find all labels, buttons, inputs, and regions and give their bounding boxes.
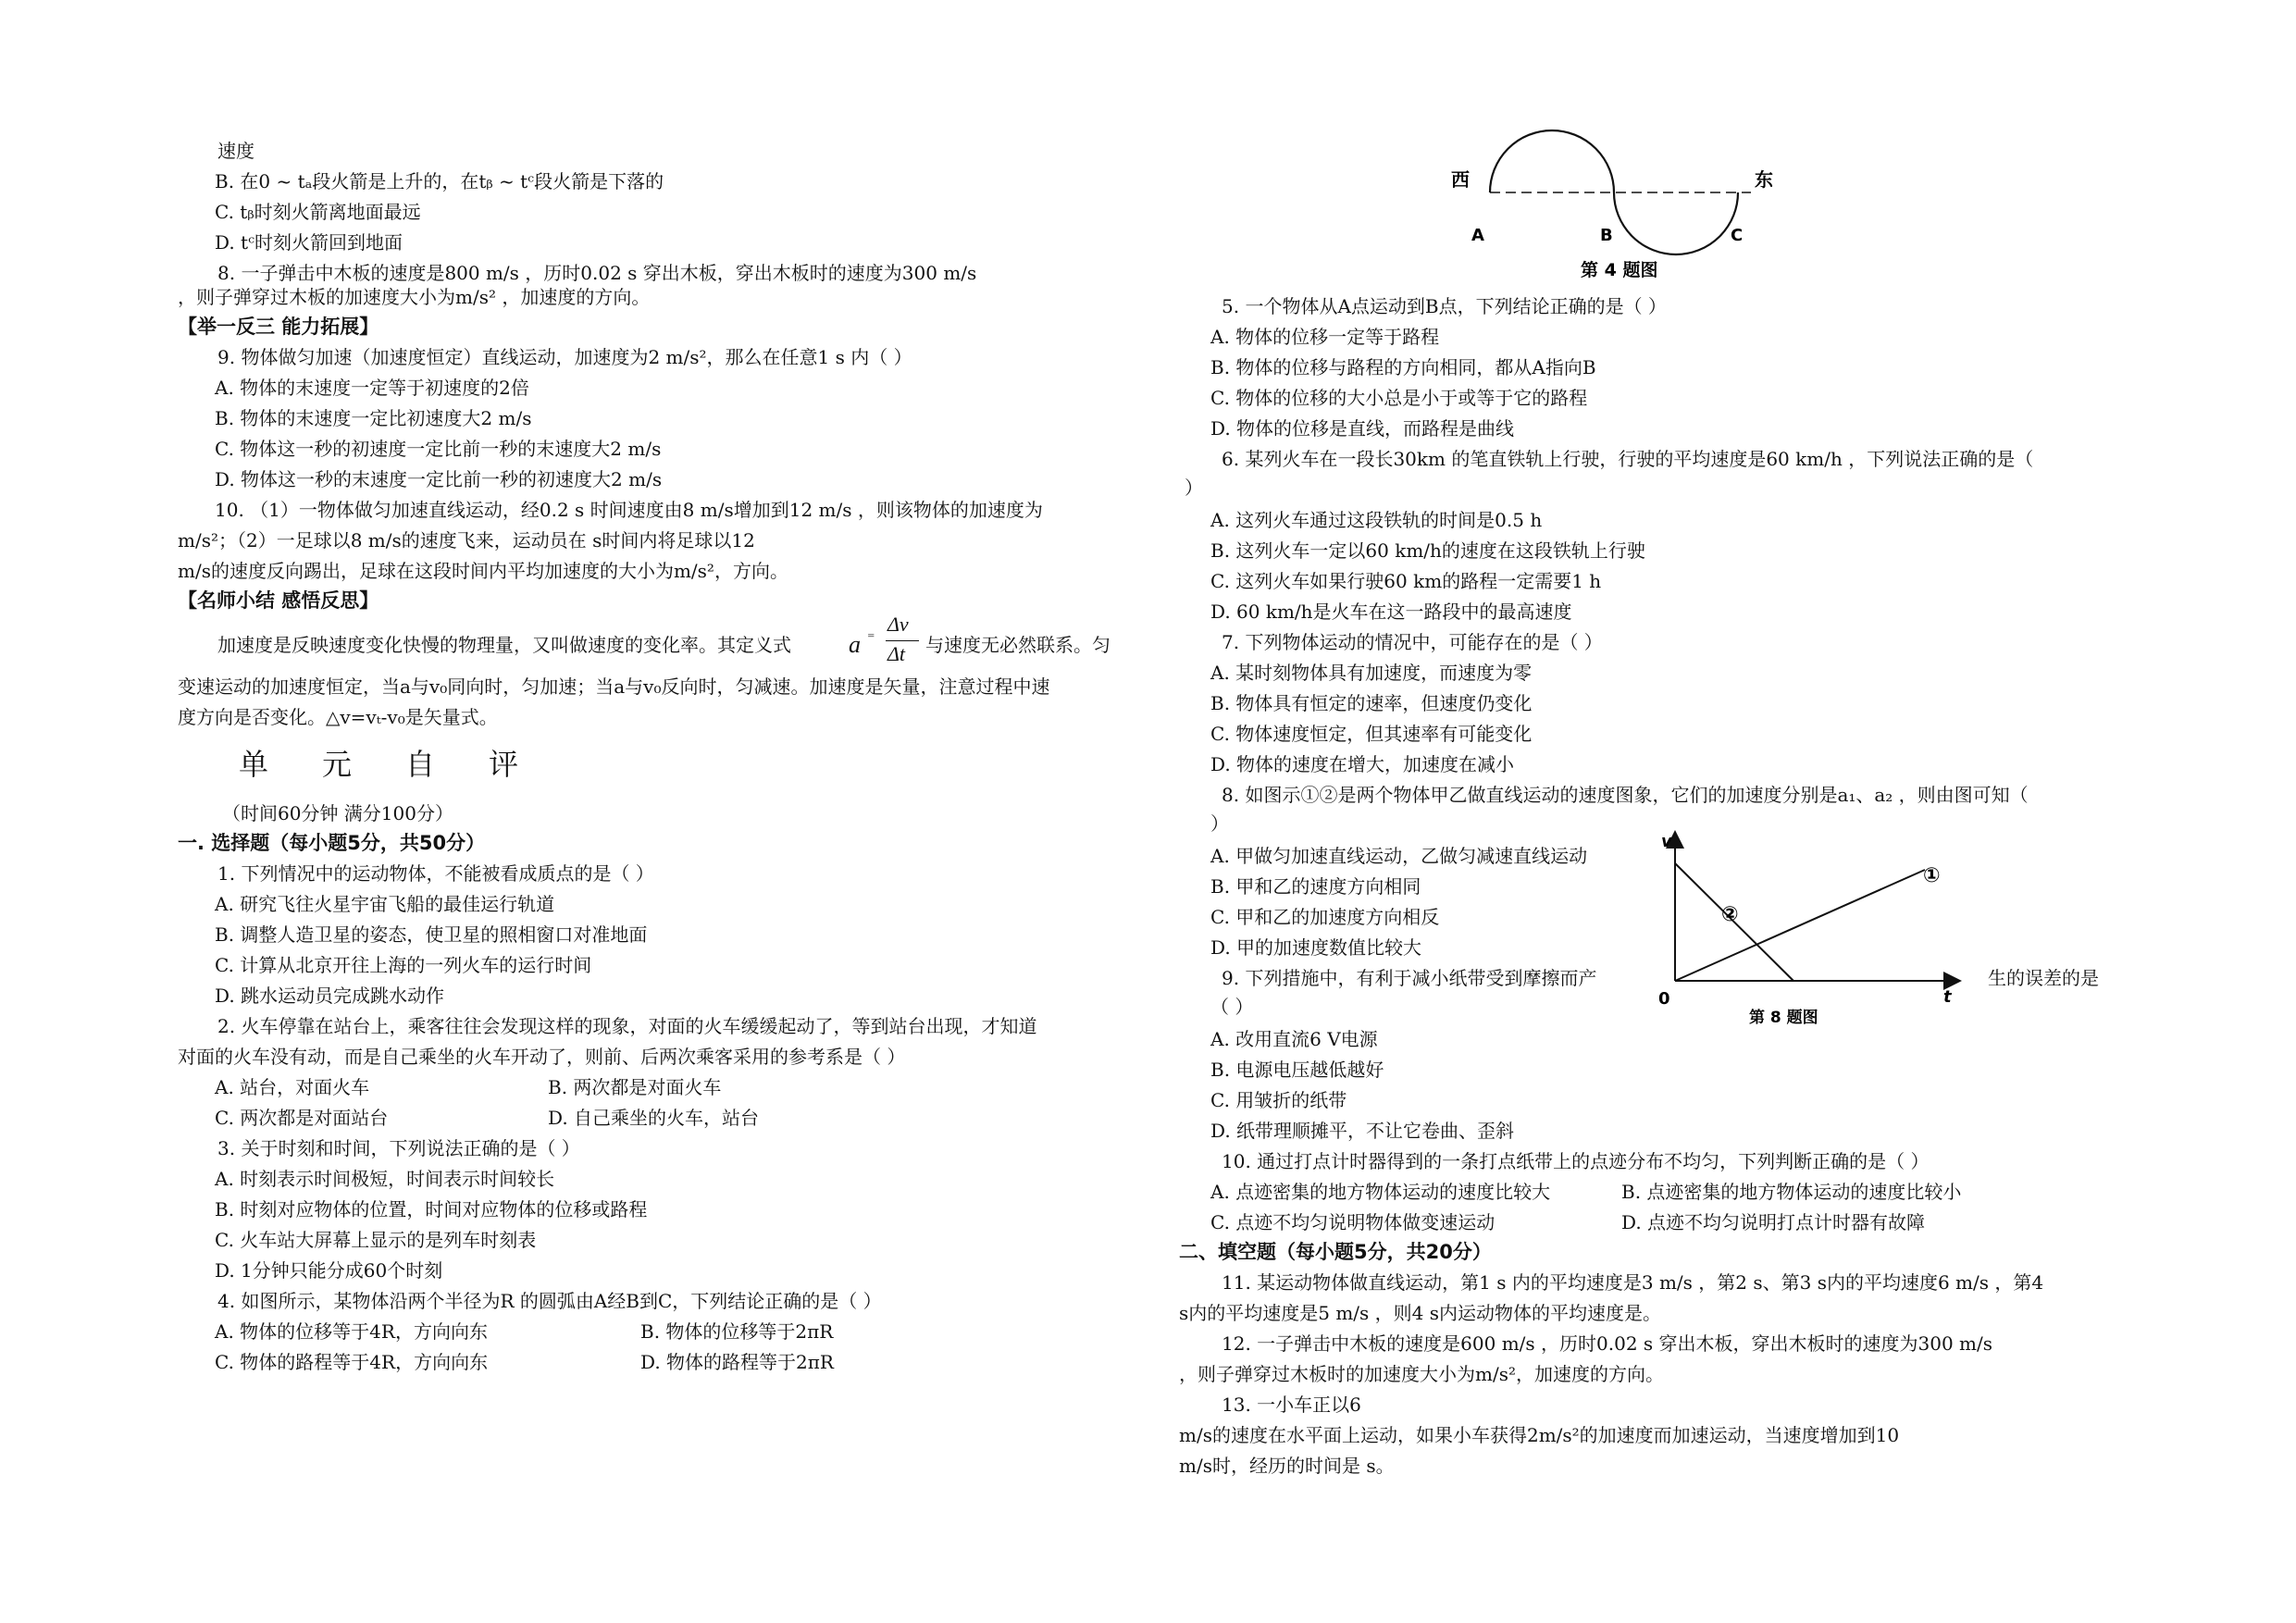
option-d: D. 物体的速度在增大，加速度在减小 — [1210, 753, 1515, 775]
option-b: B. 物体具有恒定的速率，但速度仍变化 — [1210, 692, 1533, 714]
option-d: D. 自己乘坐的火车，站台 — [548, 1107, 760, 1129]
option-b: B. 两次都是对面火车 — [548, 1076, 722, 1098]
option-b: B. 电源电压越低越好 — [1210, 1059, 1384, 1081]
line-1 — [1675, 870, 1925, 981]
figure-4-diagram — [1434, 125, 1795, 291]
question-9-paren: （ ） — [1210, 996, 1254, 1018]
option-a: A. 物体的位移等于4R，方向向东 — [215, 1320, 488, 1343]
option-b: B. 甲和乙的速度方向相同 — [1210, 875, 1421, 898]
question-4: 4. 如图所示，某物体沿两个半径为R 的圆弧由A经B到C，下列结论正确的是（ ） — [217, 1290, 882, 1312]
question-8: 8. 如图示①②是两个物体甲乙做直线运动的速度图象，它们的加速度分别是a₁、a₂ ，则由图可知（ — [1222, 784, 2029, 806]
option-c: C. 火车站大屏幕上显示的是列车时刻表 — [215, 1229, 537, 1251]
option-a: A. 站台，对面火车 — [215, 1076, 370, 1098]
acceleration-formula — [849, 613, 923, 668]
label-b: B — [1600, 226, 1613, 245]
label-c: C — [1731, 226, 1744, 245]
summary-line: 加速度是反映速度变化快慢的物理量，又叫做速度的变化率。其定义式 — [217, 634, 791, 656]
option-c: C. 物体这一秒的初速度一定比前一秒的末速度大2 m/s — [215, 438, 662, 460]
summary-line: 度方向是否变化。△v=vₜ-v₀是矢量式。 — [178, 706, 498, 728]
option-b: B. 物体的末速度一定比初速度大2 m/s — [215, 407, 532, 429]
question-8-cont: ，则子弹穿过木板的加速度大小为m/s² ，加速度的方向。 — [178, 286, 651, 308]
question-10: 10. （1）一物体做匀加速直线运动，经0.2 s 时间速度由8 m/s增加到12 m/s ，则该物体的加速度为 — [215, 499, 1043, 521]
question-10: 10. 通过打点计时器得到的一条打点纸带上的点迹分布不均匀，下列判断正确的是（ ） — [1222, 1150, 1930, 1172]
figure-4-caption: 第 4 题图 — [1581, 260, 1658, 280]
option-a: A. 物体的末速度一定等于初速度的2倍 — [215, 377, 529, 399]
option-a: A. 研究飞往火星宇宙飞船的最佳运行轨道 — [215, 893, 555, 915]
option-b: B. 时刻对应物体的位置，时间对应物体的位移或路程 — [215, 1198, 648, 1220]
question-12-cont: ，则子弹穿过木板时的加速度大小为m/s²，加速度的方向。 — [1179, 1363, 1664, 1385]
option-d: D. 甲的加速度数值比较大 — [1210, 936, 1422, 959]
question-10-cont: m/s的速度反向踢出，足球在这段时间内平均加速度的大小为m/s²，方向。 — [178, 560, 788, 582]
question-2: 2. 火车停靠在站台上，乘客往往会发现这样的现象，对面的火车缓缓起动了，等到站台出现，才知道 — [217, 1015, 1037, 1037]
question-8-paren: ） — [1210, 812, 1229, 835]
question-11-cont: s内的平均速度是5 m/s ，则4 s内运动物体的平均速度是。 — [1179, 1302, 1662, 1324]
series-1-label: ① — [1923, 864, 1941, 887]
formula-denominator: Δt — [887, 642, 906, 665]
option-d: D. 点迹不均匀说明打点计时器有故障 — [1621, 1211, 1926, 1233]
figure-8-caption: 第 8 题图 — [1749, 1009, 1818, 1027]
label-east: 东 — [1755, 168, 1773, 191]
option-d: D. 物体这一秒的末速度一定比前一秒的初速度大2 m/s — [215, 468, 663, 490]
lower-arc — [1614, 192, 1738, 254]
summary-line: 变速运动的加速度恒定，当a与v₀同向时，匀加速；当a与v₀反向时，匀减速。加速度是矢量，注意过程中速 — [178, 675, 1050, 698]
option-d: D. 物体的位移是直线，而路程是曲线 — [1210, 417, 1515, 440]
formula-numerator: Δv — [887, 613, 909, 636]
question-7: 7. 下列物体运动的情况中，可能存在的是（ ） — [1222, 631, 1603, 653]
question-6-paren: ） — [1185, 477, 1203, 499]
formula-a: a — [849, 631, 861, 658]
origin-label: 0 — [1658, 989, 1670, 1009]
section-heading: 二、填空题（每小题5分，共20分） — [1179, 1241, 1492, 1263]
question-8: 8. 一子弹击中木板的速度是800 m/s ，历时0.02 s 穿出木板，穿出木板时的速度为300 m/s — [217, 262, 977, 284]
figure-8-graph — [1657, 828, 1962, 1027]
question-6: 6. 某列火车在一段长30km 的笔直铁轨上行驶，行驶的平均速度是60 km/h ，下列说法正确的是（ — [1222, 448, 2034, 470]
option-a: A. 某时刻物体具有加速度，而速度为零 — [1210, 662, 1533, 684]
option-b: B. 点迹密集的地方物体运动的速度比较小 — [1621, 1181, 1962, 1203]
section-heading: 一. 选择题（每小题5分，共50分） — [178, 832, 486, 854]
upper-arc — [1490, 130, 1614, 192]
series-2-label: ② — [1721, 903, 1739, 926]
option-c: C. 两次都是对面站台 — [215, 1107, 389, 1129]
option-a: A. 物体的位移一定等于路程 — [1210, 326, 1440, 348]
option-a: A. 改用直流6 V电源 — [1210, 1028, 1378, 1050]
v-label: v — [1661, 832, 1672, 851]
option-b: B. 物体的位移等于2πR — [640, 1320, 834, 1343]
question-9: 9. 物体做匀加速（加速度恒定）直线运动，加速度为2 m/s²，那么在任意1 s 内（ ） — [217, 346, 912, 368]
section-heading: 【举一反三 能力拓展】 — [178, 316, 379, 338]
option-a: A. 点迹密集的地方物体运动的速度比较大 — [1210, 1181, 1551, 1203]
option-c: C. 这列火车如果行驶60 km的路程一定需要1 h — [1210, 570, 1602, 592]
question-2-cont: 对面的火车没有动，而是自己乘坐的火车开动了，则前、后两次乘客采用的参考系是（ ） — [178, 1046, 906, 1068]
option-c: C. 计算从北京开往上海的一列火车的运行时间 — [215, 954, 592, 976]
option-d: D. 1分钟只能分成60个时刻 — [215, 1259, 443, 1282]
question-9: 9. 下列措施中，有利于减小纸带受到摩擦而产 — [1222, 967, 1597, 989]
option-c: C. 用皱折的纸带 — [1210, 1089, 1347, 1111]
section-heading: 【名师小结 感悟反思】 — [178, 589, 379, 612]
text-line: 速度 — [217, 140, 254, 162]
option-c: C. 点迹不均匀说明物体做变速运动 — [1210, 1211, 1496, 1233]
question-10-cont: m/s²；（2）一足球以8 m/s的速度飞来，运动员在 s时间内将足球以12 — [178, 529, 755, 551]
time-note: （时间60分钟 满分100分） — [222, 802, 453, 824]
label-west: 西 — [1451, 168, 1470, 191]
label-a: A — [1471, 226, 1484, 245]
unit-title: 单元自评 — [239, 747, 573, 782]
question-9-tail: 生的误差的是 — [1988, 967, 2099, 989]
option-c: C. 甲和乙的加速度方向相反 — [1210, 906, 1440, 928]
question-3: 3. 关于时刻和时间，下列说法正确的是（ ） — [217, 1137, 580, 1159]
option-a: A. 甲做匀加速直线运动，乙做匀减速直线运动 — [1210, 845, 1588, 867]
option-d: D. 纸带理顺摊平，不让它卷曲、歪斜 — [1210, 1120, 1515, 1142]
option-b: B. 这列火车一定以60 km/h的速度在这段铁轨上行驶 — [1210, 539, 1645, 562]
option-d: D. 60 km/h是火车在这一路段中的最高速度 — [1210, 601, 1572, 623]
option-c: C. 物体速度恒定，但其速率有可能变化 — [1210, 723, 1533, 745]
option-c: C. tᵦ时刻火箭离地面最远 — [215, 201, 421, 223]
question-1: 1. 下列情况中的运动物体，不能被看成质点的是（ ） — [217, 862, 654, 885]
option-c: C. 物体的路程等于4R，方向向东 — [215, 1351, 489, 1373]
option-b: B. 物体的位移与路程的方向相同，都从A指向B — [1210, 356, 1596, 378]
figure-8 — [1657, 828, 1962, 1027]
question-12: 12. 一子弹击中木板的速度是600 m/s ，历时0.02 s 穿出木板，穿出木板时的速度为300 m/s — [1222, 1332, 1993, 1355]
option-d: D. 跳水运动员完成跳水动作 — [215, 985, 445, 1007]
question-5: 5. 一个物体从A点运动到B点，下列结论正确的是（ ） — [1222, 295, 1667, 317]
option-a: A. 这列火车通过这段铁轨的时间是0.5 h — [1210, 509, 1543, 531]
option-c: C. 物体的位移的大小总是小于或等于它的路程 — [1210, 387, 1588, 409]
figure-4 — [1434, 125, 1795, 291]
option-d: D. 物体的路程等于2πR — [640, 1351, 834, 1373]
question-13: 13. 一小车正以6 — [1222, 1394, 1361, 1416]
option-a: A. 时刻表示时间极短，时间表示时间较长 — [215, 1168, 555, 1190]
option-d: D. tᶜ时刻火箭回到地面 — [215, 231, 403, 254]
t-label: t — [1943, 987, 1952, 1007]
summary-line: 与速度无必然联系。匀 — [925, 634, 1111, 656]
question-13-cont: m/s时，经历的时间是 s。 — [1179, 1455, 1395, 1477]
option-b: B. 在0 ~ tₐ段火箭是上升的，在tᵦ ~ tᶜ段火箭是下落的 — [215, 170, 664, 192]
question-11: 11. 某运动物体做直线运动，第1 s 内的平均速度是3 m/s ，第2 s、第3 s内的平均速度6 m/s ，第4 — [1222, 1271, 2044, 1294]
question-13-cont: m/s的速度在水平面上运动，如果小车获得2m/s²的加速度而加速运动，当速度增加到10 — [1179, 1424, 1900, 1446]
option-b: B. 调整人造卫星的姿态，使卫星的照相窗口对准地面 — [215, 923, 648, 946]
formula-symbol: ⁼ — [867, 631, 875, 647]
